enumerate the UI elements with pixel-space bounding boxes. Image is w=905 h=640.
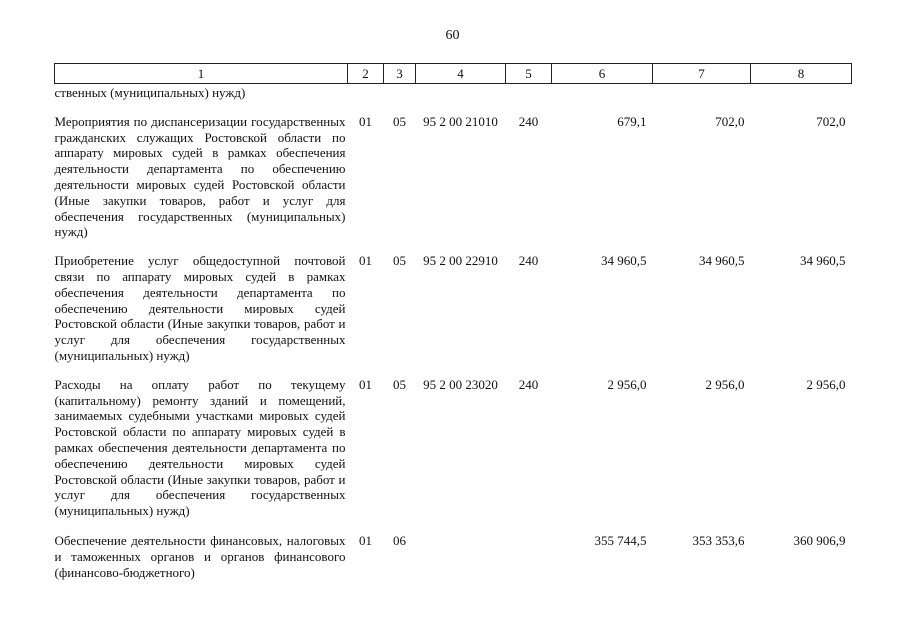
row-value-col8: 360 906,9	[793, 532, 846, 548]
row-name: Мероприятия по диспансеризации государственных гражданских служащих Ростовской области по аппарату мировых судей в рамках обеспечения деятельности департамента по обеспечению деятельности мировых судей Ростовской области (Иные закупки товаров, работ и услуг для обеспечения государственных (муниципальных) нужд)	[54, 113, 346, 240]
header-col-8: 8	[751, 64, 852, 84]
row-rz: 01	[359, 113, 372, 129]
row-pr: 05	[393, 113, 406, 129]
row-pr: 05	[393, 253, 406, 269]
row-vr: 240	[518, 253, 539, 269]
row-value-col7: 34 960,5	[699, 253, 745, 269]
row-value-col6: 355 744,5	[594, 532, 647, 548]
page-number: 60	[445, 28, 460, 43]
row-pr: 06	[393, 532, 406, 548]
row-csr: 95 2 00 22910	[423, 253, 498, 269]
continuation-text: ственных (муниципальных) нужд)	[54, 85, 246, 100]
row-name: Приобретение услуг общедоступной почтовой связи по аппарату мировых судей в рамках обеспечения деятельности департамента по обеспечению деятельности мировых судей Ростовской области (Иные закупки товаров, работ и услуг для обеспечения государственных (муниципальных) нужд)	[54, 253, 346, 363]
header-col-3: 3	[384, 64, 416, 84]
row-csr	[416, 519, 506, 580]
row-rz: 01	[359, 253, 372, 269]
row-value-col8: 2 956,0	[806, 376, 846, 392]
row-vr: 240	[518, 376, 539, 392]
row-value-col6: 679,1	[617, 113, 647, 129]
table-row	[55, 101, 852, 240]
row-rz: 01	[359, 532, 372, 548]
row-value-col6: 34 960,5	[601, 253, 647, 269]
header-col-4: 4	[416, 64, 506, 84]
header-row	[55, 64, 852, 84]
row-csr: 95 2 00 23020	[423, 376, 498, 392]
row-pr: 05	[393, 376, 406, 392]
header-col-5: 5	[506, 64, 552, 84]
table-row	[55, 519, 852, 580]
row-vr	[506, 519, 552, 580]
row-value-col8: 34 960,5	[800, 253, 846, 269]
table-header	[55, 64, 852, 84]
row-value-col7: 2 956,0	[705, 376, 745, 392]
table-row	[55, 364, 852, 519]
continuation-row	[55, 84, 852, 101]
row-name: Обеспечение деятельности финансовых, налоговых и таможенных органов и органов финансового (финансово-бюджетного)	[54, 532, 346, 580]
header-col-2: 2	[348, 64, 384, 84]
row-value-col8: 702,0	[816, 113, 846, 129]
row-rz: 01	[359, 376, 372, 392]
budget-table	[54, 63, 852, 580]
header-col-7: 7	[653, 64, 751, 84]
row-vr: 240	[518, 113, 539, 129]
row-value-col7: 702,0	[715, 113, 745, 129]
row-value-col6: 2 956,0	[607, 376, 647, 392]
row-name: Расходы на оплату работ по текущему (капитальному) ремонту зданий и помещений, занимаемых судебными участками мировых судей Ростовской области по аппарату мировых судей в рамках обеспечения деятельности департамента по обеспечению деятельности мировых судей Ростовской области (Иные закупки товаров, работ и услуг для обеспечения государственных (муниципальных) нужд)	[54, 376, 346, 519]
row-value-col7: 353 353,6	[692, 532, 745, 548]
header-col-1: 1	[55, 64, 348, 84]
table-row	[55, 240, 852, 364]
header-col-6: 6	[552, 64, 653, 84]
table-body	[55, 84, 852, 581]
row-csr: 95 2 00 21010	[423, 113, 498, 129]
